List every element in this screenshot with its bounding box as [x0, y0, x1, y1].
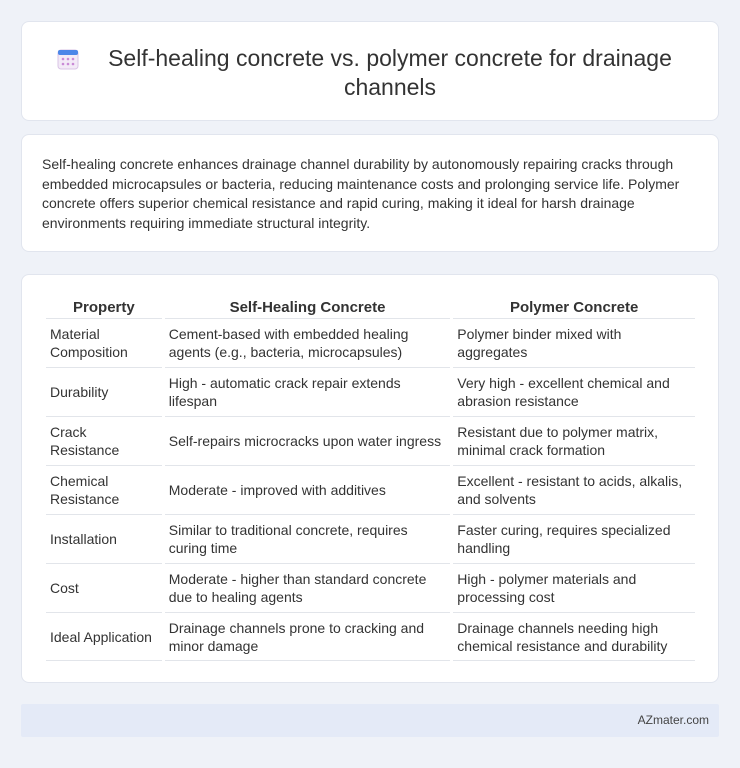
- polymer-cell: Very high - excellent chemical and abrasion resistance: [453, 367, 695, 416]
- property-cell: Crack Resistance: [46, 416, 162, 465]
- self-healing-cell: Moderate - improved with additives: [165, 465, 451, 514]
- property-cell: Cost: [46, 563, 162, 612]
- summary-text: Self-healing concrete enhances drainage channel durability by autonomously repairing cracks through embedded microcapsules or bacteria, reducing maintenance costs and prolonging service life. Polymer concrete offers superior chemical resistance and rapid curing, making it ideal for harsh drainage environments requiring immediate structural integrity.: [42, 156, 680, 231]
- property-cell: Material Composition: [46, 318, 162, 367]
- comparison-table: [43, 297, 698, 661]
- table-row: [46, 465, 695, 514]
- polymer-cell: High - polymer materials and processing cost: [453, 563, 695, 612]
- table-row: [46, 563, 695, 612]
- table-row: [46, 367, 695, 416]
- summary-card: [21, 134, 719, 252]
- footer: [21, 704, 719, 737]
- header-property: Property: [73, 299, 135, 316]
- self-healing-cell: Cement-based with embedded healing agents (e.g., bacteria, microcapsules): [165, 318, 451, 367]
- table-header-row: [46, 297, 695, 318]
- title-card: [21, 21, 719, 121]
- self-healing-cell: High - automatic crack repair extends lifespan: [165, 367, 451, 416]
- property-cell: Durability: [46, 367, 162, 416]
- polymer-cell: Excellent - resistant to acids, alkalis, and solvents: [453, 465, 695, 514]
- self-healing-cell: Drainage channels prone to cracking and minor damage: [165, 612, 451, 661]
- header-polymer: Polymer Concrete: [509, 299, 639, 316]
- comparison-card: [21, 274, 719, 683]
- table-row: [46, 318, 695, 367]
- self-healing-cell: Moderate - higher than standard concrete due to healing agents: [165, 563, 451, 612]
- polymer-cell: Resistant due to polymer matrix, minimal crack formation: [453, 416, 695, 465]
- table-row: [46, 612, 695, 661]
- header-self-healing: Self-Healing Concrete: [229, 299, 386, 316]
- polymer-cell: Drainage channels needing high chemical resistance and durability: [453, 612, 695, 661]
- property-cell: Ideal Application: [46, 612, 162, 661]
- self-healing-cell: Similar to traditional concrete, requires curing time: [165, 514, 451, 563]
- polymer-cell: Faster curing, requires specialized handling: [453, 514, 695, 563]
- polymer-cell: Polymer binder mixed with aggregates: [453, 318, 695, 367]
- table-row: [46, 416, 695, 465]
- self-healing-cell: Self-repairs microcracks upon water ingress: [165, 416, 451, 465]
- property-cell: Installation: [46, 514, 162, 563]
- footer-site-link[interactable]: AZmater.com: [637, 713, 709, 727]
- page-title: Self-healing concrete vs. polymer concrete for drainage channels: [108, 45, 672, 100]
- property-cell: Chemical Resistance: [46, 465, 162, 514]
- table-row: [46, 514, 695, 563]
